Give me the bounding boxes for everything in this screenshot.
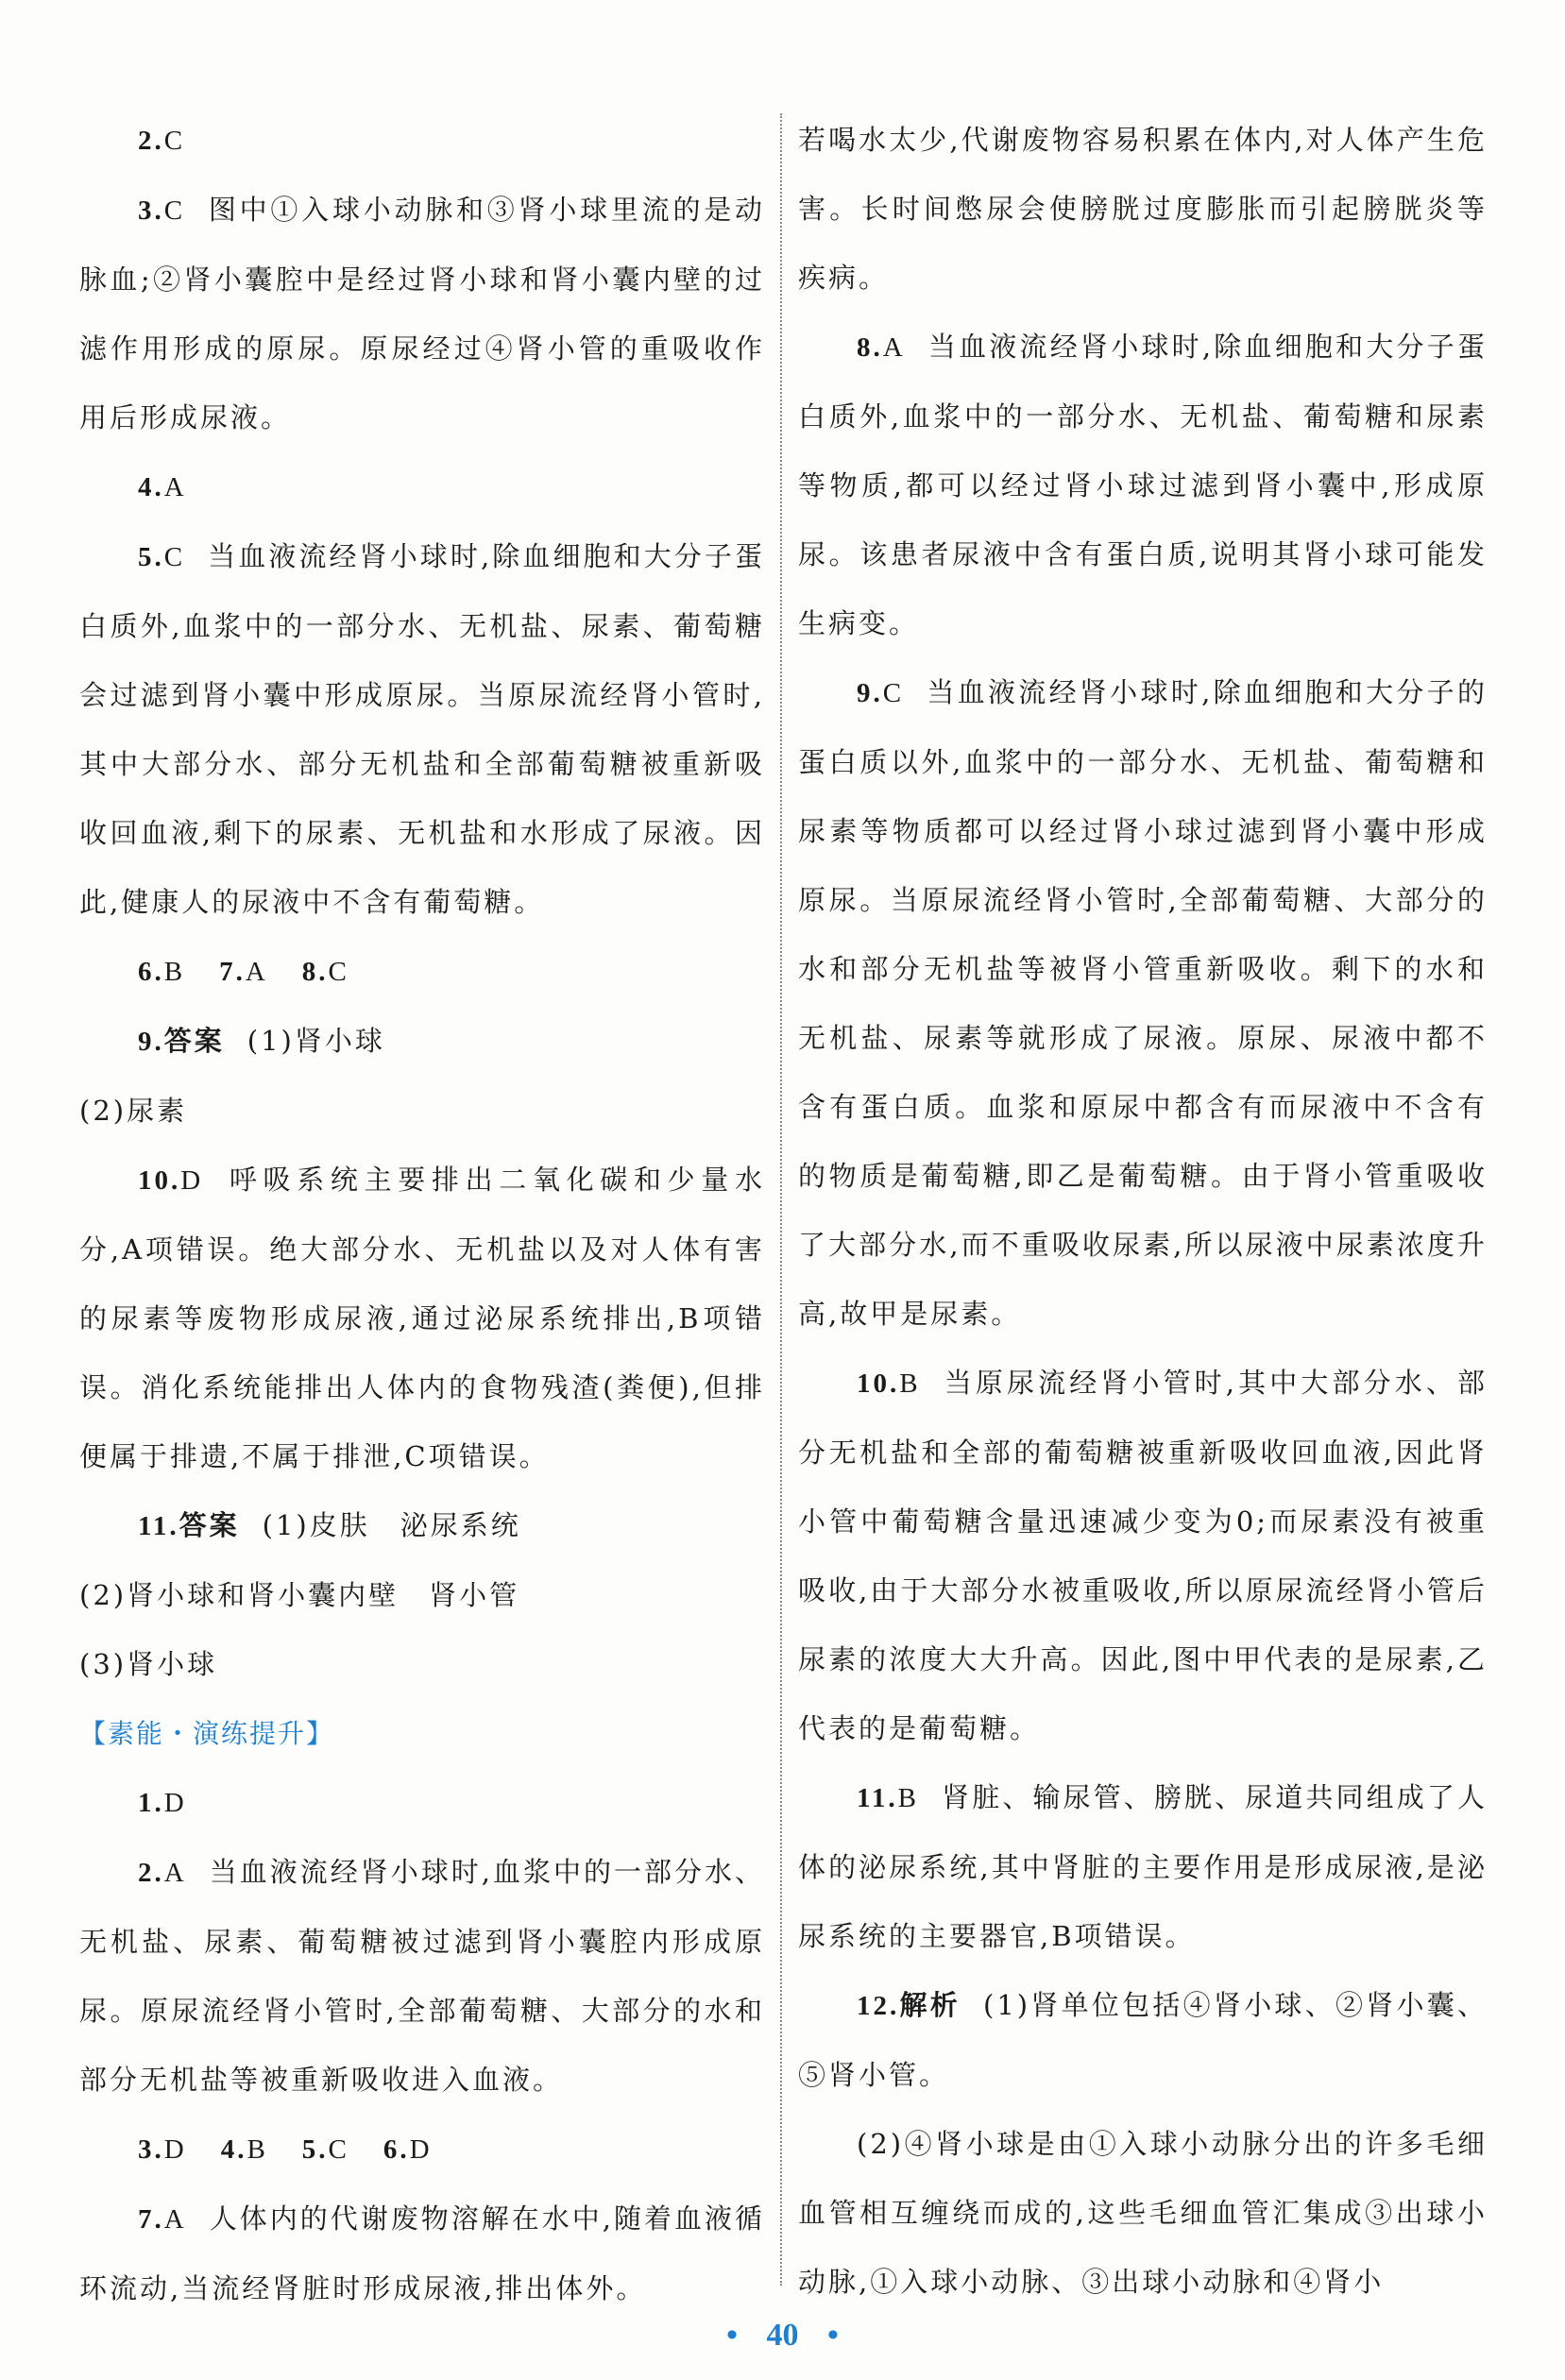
question-number: 7. [138, 2204, 164, 2235]
question-number: 6. [383, 2134, 410, 2165]
answer-continuation: (2)肾小球和肾小囊内壁 肾小管 [79, 1579, 520, 1611]
left-column [79, 106, 765, 2323]
answer-choice: A [245, 957, 268, 987]
answer-continuation: 若喝水太少,代谢废物容易积累在体内,对人体产生危害。长时间憋尿会使膀胱过度膨胀而引起膀胱炎等疾病。 [798, 124, 1488, 294]
explanation-text: 图中①入球小动脉和③肾小球里流的是动脉血;②肾小囊腔中是经过肾小球和肾小囊内壁的过滤作用形成的原尿。原尿经过④肾小管的重吸收作用后形成尿液。 [79, 194, 765, 434]
page-number: 40 [766, 2318, 799, 2353]
answer-label: 答案 [163, 1025, 225, 1057]
answer-choice: D [409, 2134, 433, 2165]
answer-continuation: (2)④肾小球是由①入球小动脉分出的许多毛细血管相互缠绕而成的,这些毛细血管汇集成③出球小动脉,①入球小动脉、③出球小动脉和④肾小 [798, 2128, 1488, 2298]
answer-choice: B [163, 957, 186, 987]
question-number: 4. [138, 472, 164, 502]
question-number: 3. [138, 2134, 164, 2165]
answer-item [798, 1763, 1488, 1971]
answer-continuation: (3)肾小球 [79, 1648, 218, 1680]
answer-choice: B [899, 1368, 921, 1399]
page-footer [0, 2318, 1565, 2354]
answer-item [79, 176, 765, 452]
explanation-text: 当血液流经肾小球时,除血细胞和大分子蛋白质外,血浆中的一部分水、无机盐、尿素、葡萄糖会过滤到肾小囊中形成原尿。当原尿流经肾小管时,其中大部分水、部分无机盐和全部葡萄糖被重新吸收回血液,剩下的尿素、无机盐和水形成了尿液。因此,健康人的尿液中不含有葡萄糖。 [79, 540, 765, 918]
answer-choice: A [163, 2204, 187, 2235]
answer-item [79, 522, 765, 937]
answer-item [79, 1838, 765, 2115]
answer-item [79, 1146, 765, 1491]
question-number: 12. [857, 1991, 900, 2021]
answer-continuation: (2)尿素 [79, 1095, 188, 1127]
answer-choice: C [328, 957, 349, 987]
answer-choice: C [328, 2134, 349, 2165]
answer-item [798, 658, 1488, 1349]
question-number: 11. [138, 1511, 179, 1541]
question-number: 8. [301, 957, 329, 987]
answer-choice: B [247, 2134, 268, 2165]
explanation-text: 当血液流经肾小球时,除血细胞和大分子蛋白质外,血浆中的一部分水、无机盐、葡萄糖和尿素等物质,都可以经过肾小球过滤到肾小囊中,形成原尿。该患者尿液中含有蛋白质,说明其肾小球可能发生病变。 [798, 331, 1488, 639]
answer-item [79, 1007, 765, 1077]
explanation-text: 当血液流经肾小球时,血浆中的一部分水、无机盐、尿素、葡萄糖被过滤到肾小囊腔内形成原尿。原尿流经肾小管时,全部葡萄糖、大部分的水和部分无机盐等被重新吸收进入血液。 [79, 1856, 765, 2096]
answer-choice: D [180, 1165, 204, 1196]
question-number: 3. [138, 196, 164, 226]
answer-choice: C [163, 542, 186, 572]
question-number: 8. [857, 332, 883, 363]
answer-choice: A [163, 472, 187, 502]
footer-dot-left: • [726, 2318, 738, 2353]
answer-item [79, 937, 765, 1007]
answer-item [798, 313, 1488, 658]
answer-choice: A [163, 1858, 187, 1888]
explanation-text: 呼吸系统主要排出二氧化碳和少量水分,A项错误。绝大部分水、无机盐以及对人体有害的尿素等废物形成尿液,通过泌尿系统排出,B项错误。消化系统能排出人体内的食物残渣(粪便),但排便属于排遗,不属于排泄,C项错误。 [79, 1164, 765, 1472]
question-number: 7. [219, 957, 246, 987]
explanation-text: 当血液流经肾小球时,除血细胞和大分子的蛋白质以外,血浆中的一部分水、无机盐、葡萄糖和尿素等物质都可以经过肾小球过滤到肾小囊中形成原尿。当原尿流经肾小管时,全部葡萄糖、大部分的水和部分无机盐等被肾小管重新吸收。剩下的水和无机盐、尿素等就形成了尿液。原尿、尿液中都不含有蛋白质。血浆和原尿中都含有而尿液中不含有的物质是葡萄糖,即乙是葡萄糖。由于肾小管重吸收了大部分水,而不重吸收尿素,所以尿液中尿素浓度升高,故甲是尿素。 [798, 676, 1488, 1330]
question-number: 4. [220, 2134, 247, 2165]
question-number: 10. [857, 1368, 900, 1399]
answer-item [798, 1971, 1488, 2110]
question-number: 11. [857, 1783, 898, 1813]
answer-choice: D [163, 1788, 187, 1818]
question-number: 2. [138, 1858, 164, 1888]
answer-choice: B [897, 1783, 919, 1813]
answer-item [798, 1349, 1488, 1763]
answer-item [79, 1491, 765, 1561]
answer-choice: C [163, 126, 186, 156]
column-divider [780, 113, 782, 2286]
answer-choice: C [882, 678, 905, 708]
question-number: 9. [857, 678, 883, 708]
question-number: 5. [301, 2134, 329, 2165]
footer-dot-right: • [827, 2318, 839, 2353]
answer-item [79, 1768, 765, 1838]
answer-item [79, 2115, 765, 2184]
answer-item [79, 2184, 765, 2323]
answer-choice: D [163, 2134, 187, 2165]
answer-label: 答案 [179, 1509, 240, 1541]
question-number: 2. [138, 126, 164, 156]
answer-label: 解析 [899, 1989, 961, 2021]
explanation-text: (1)肾单位包括④肾小球、②肾小囊、⑤肾小管。 [798, 1989, 1488, 2091]
question-number: 5. [138, 542, 164, 572]
question-number: 1. [138, 1788, 164, 1818]
section-title: 【素能・演练提升】 [79, 1718, 335, 1749]
answer-choice: A [882, 332, 906, 363]
explanation-text: (1)皮肤 泌尿系统 [262, 1509, 521, 1541]
answer-item [79, 452, 765, 522]
right-column [798, 106, 1488, 2317]
answer-choice: C [163, 196, 186, 226]
question-number: 6. [138, 957, 164, 987]
explanation-text: 肾脏、输尿管、膀胱、尿道共同组成了人体的泌尿系统,其中肾脏的主要作用是形成尿液,是泌尿系统的主要器官,B项错误。 [798, 1781, 1488, 1952]
explanation-text: (1)肾小球 [247, 1025, 385, 1057]
answer-item [79, 106, 765, 176]
question-number: 10. [138, 1165, 181, 1196]
explanation-text: 人体内的代谢废物溶解在水中,随着血液循环流动,当流经肾脏时形成尿液,排出体外。 [79, 2202, 765, 2304]
question-number: 9. [138, 1027, 164, 1057]
explanation-text: 当原尿流经肾小管时,其中大部分水、部分无机盐和全部的葡萄糖被重新吸收回血液,因此肾小管中葡萄糖含量迅速减少变为0;而尿素没有被重吸收,由于大部分水被重吸收,所以原尿流经肾小管后尿素的浓度大大升高。因此,图中甲代表的是尿素,乙代表的是葡萄糖。 [798, 1367, 1488, 1744]
